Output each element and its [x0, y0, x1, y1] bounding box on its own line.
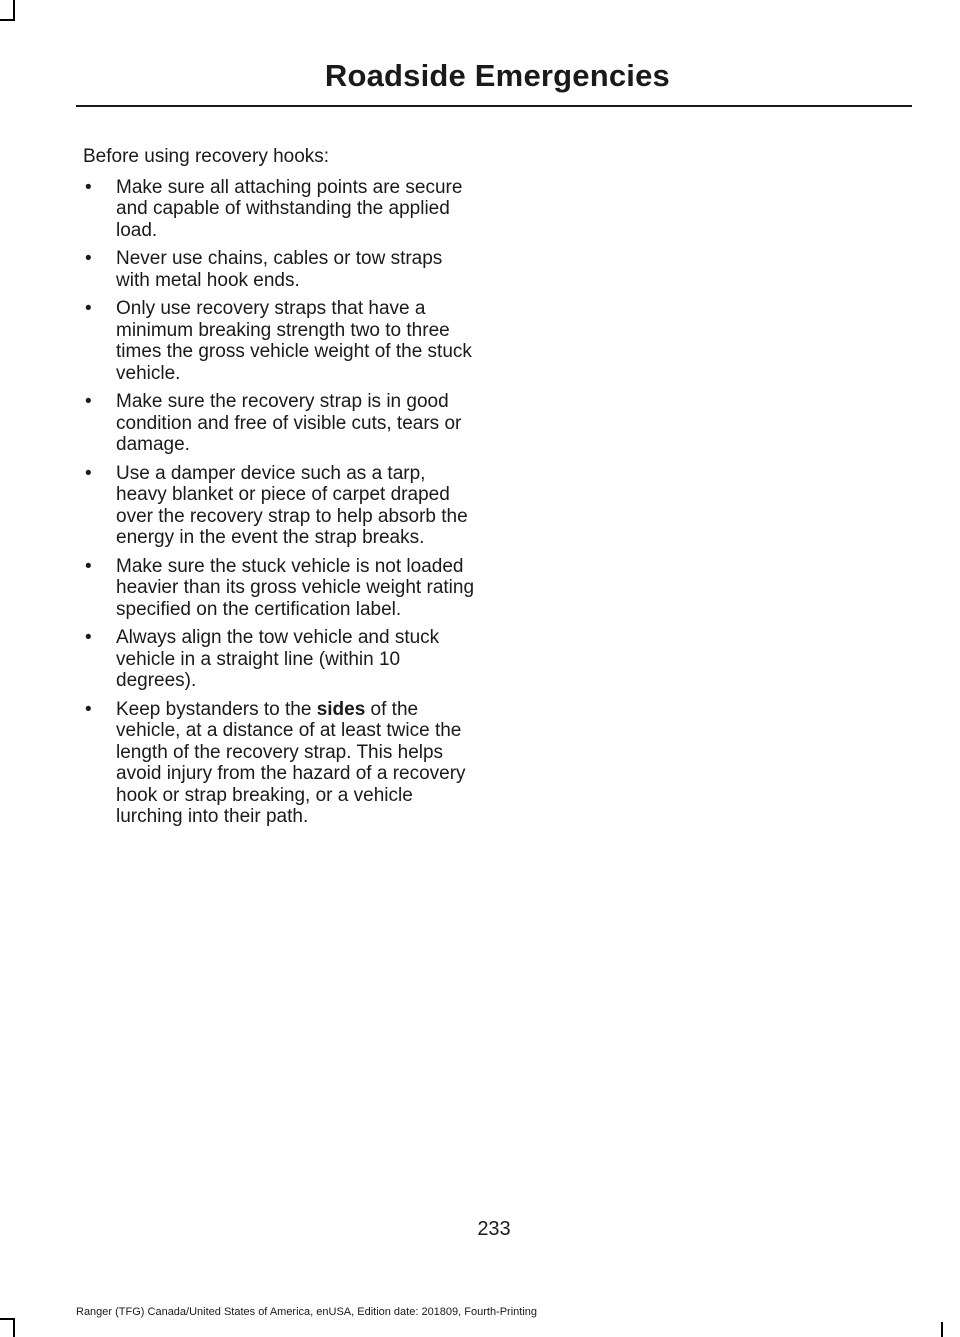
list-item — [83, 298, 478, 384]
bullet-icon: • — [85, 248, 92, 269]
bullet-icon: • — [85, 462, 92, 484]
emphasis-sides: sides — [316, 698, 366, 720]
list-item-text-before: Keep bystanders to the — [116, 698, 317, 720]
bullet-icon: • — [85, 176, 92, 198]
page-title: Roadside Emergencies — [324, 58, 670, 93]
list-item — [83, 463, 478, 549]
header-divider — [76, 105, 912, 107]
list-item-text: Make sure the stuck vehicle is not loaded heavier than its gross vehicle weight rating specified on the certification label. — [116, 555, 475, 620]
crop-mark-bottom-right — [941, 1322, 943, 1337]
footer-edition-info: Ranger (TFG) Canada/United States of America, enUSA, Edition date: 201809, Fourth-Printing — [76, 1306, 538, 1318]
list-item — [83, 177, 478, 242]
list-item-text: Only use recovery straps that have a minimum breaking strength two to three times the gross vehicle weight of the stuck vehicle. — [116, 298, 472, 384]
intro-text: Before using recovery hooks: — [83, 146, 330, 167]
list-item-text: Make sure the recovery strap is in good condition and free of visible cuts, tears or damage. — [116, 391, 462, 455]
crop-mark-bottom-left — [13, 1318, 15, 1337]
crop-mark-bottom-left-h — [0, 1318, 15, 1320]
crop-mark-top-left — [13, 0, 15, 20]
bullet-icon: • — [85, 698, 92, 720]
list-item — [83, 627, 478, 692]
bullet-icon: • — [85, 391, 92, 412]
bullet-list — [83, 177, 478, 828]
list-item-text: Make sure all attaching points are secure and capable of withstanding the applied load. — [116, 176, 463, 241]
page-number: 233 — [477, 1218, 511, 1240]
list-item — [83, 556, 478, 621]
list-item — [83, 699, 478, 828]
bullet-icon: • — [85, 298, 92, 319]
list-item — [83, 248, 478, 291]
crop-mark-top-left-h — [0, 19, 15, 21]
list-item-text: Use a damper device such as a tarp, heavy blanket or piece of carpet draped over the recovery strap to help absorb the energy in the event the strap breaks. — [116, 462, 468, 548]
list-item-text: Always align the tow vehicle and stuck vehicle in a straight line (within 10 degrees). — [116, 627, 440, 691]
bullet-icon: • — [85, 555, 92, 577]
main-content — [83, 146, 478, 835]
list-item — [83, 391, 478, 456]
bullet-icon: • — [85, 627, 92, 648]
list-item-text: Never use chains, cables or tow straps with metal hook ends. — [116, 248, 443, 291]
list-item-text-after: of the vehicle, at a distance of at least twice the length of the recovery strap. This helps avoid injury from the hazard of a recovery hook or strap breaking, or a vehicle lurching into their path. — [116, 698, 466, 827]
